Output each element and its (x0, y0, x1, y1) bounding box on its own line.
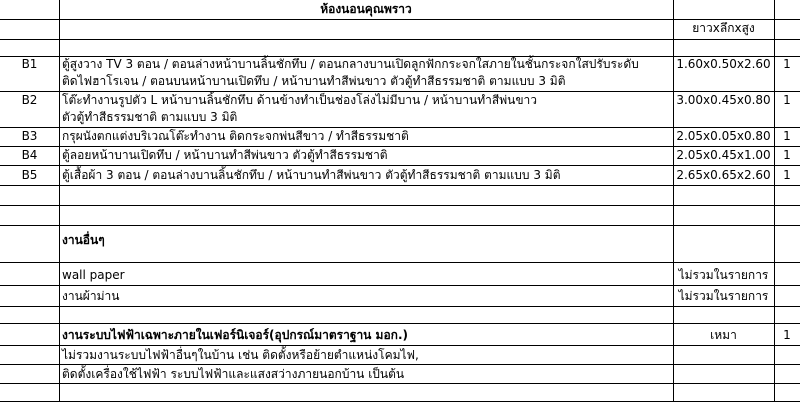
electrical-note-line: ติดตั้งเครื่องใช้ไฟฟ้า ระบบไฟฟ้าและแสงสว่างภายนอกบ้าน เป็นต้น (62, 367, 405, 381)
item-qty: 1 (783, 129, 791, 143)
size-column-header: ยาวxลึกxสูง (692, 21, 755, 35)
row-divider (0, 39, 800, 40)
item-qty: 1 (783, 93, 791, 107)
item-size: 2.05x0.45x1.00 (676, 148, 771, 162)
item-code: B5 (21, 168, 38, 182)
item-size: 2.65x0.65x2.60 (676, 168, 771, 182)
item-code: B1 (21, 57, 38, 71)
row-divider (0, 306, 800, 307)
other-item-label: wall paper (62, 268, 125, 282)
row-divider (0, 225, 800, 226)
row-divider (0, 185, 800, 186)
item-description-line: ตู้เสื้อผ้า 3 ตอน / ตอนล่างบานลิ้นชักทึบ / หน้าบานทำสีพ่นขาว ตัวตู้ทำสีธรรมชาติ ตามแบบ 3 มิติ (62, 168, 561, 182)
item-description-line: โต๊ะทำงานรูปตัว L หน้าบานลิ้นชักทึบ ด้านข้างทำเป็นช่องโล่งไม่มีบาน / หน้าบานทำสีพ่นขาว (62, 93, 537, 107)
row-divider (0, 285, 800, 286)
row-divider (0, 165, 800, 166)
other-item-note: ไม่รวมในรายการ (678, 289, 769, 303)
item-size: 1.60x0.50x2.60 (676, 57, 771, 71)
item-qty: 1 (783, 168, 791, 182)
item-description-line: ตู้สูงวาง TV 3 ตอน / ตอนล่างหน้าบานลิ้นชักทึบ / ตอนกลางบานเปิดลูกฟักกระจกใสภายในชั้นกระจกใสปรับระดับ (62, 57, 639, 71)
row-divider (0, 364, 800, 365)
item-description-line: ตัวตู้ทำสีธรรมชาติ ตามแบบ 3 มิติ (62, 110, 238, 124)
item-code: B2 (21, 93, 38, 107)
item-code: B3 (21, 129, 38, 143)
electrical-note-line: ไม่รวมงานระบบไฟฟ้าอื่นๆในบ้าน เช่น ติดตั้งหรือย้ายตำแหน่งโคมไฟ, (62, 348, 419, 362)
item-size: 3.00x0.45x0.80 (676, 93, 771, 107)
row-divider (0, 345, 800, 346)
electrical-qty: 1 (783, 328, 791, 342)
row-divider (0, 383, 800, 384)
electrical-unit: เหมา (710, 328, 737, 342)
page-title: ห้องนอนคุณพราว (320, 2, 412, 16)
other-item-label: งานผ้าม่าน (62, 289, 120, 303)
item-qty: 1 (783, 148, 791, 162)
column-divider (59, 0, 60, 402)
row-divider (0, 323, 800, 324)
item-description-line: กรุผนังตกแต่งบริเวณโต๊ะทำงาน ติดกระจกพ่นสีขาว / ทำสีธรรมชาติ (62, 129, 409, 143)
item-description-line: ตู้ลอยหน้าบานเปิดทึบ / หน้าบานทำสีพ่นขาว ตัวตู้ทำสีธรรมชาติ (62, 148, 388, 162)
item-size: 2.05x0.05x0.80 (676, 129, 771, 143)
item-qty: 1 (783, 57, 791, 71)
item-description-line: ติดไฟฮาโรเจน / ตอนบนหน้าบานเปิดทึบ / หน้าบานทำสีพ่นขาว ตัวตู้ทำสีธรรมชาติ ตามแบบ 3 มิติ (62, 74, 566, 88)
section-heading: งานระบบไฟฟ้าเฉพาะภายในเฟอร์นิเจอร์(อุปกรณ์มาตราฐาน มอก.) (62, 328, 408, 342)
row-divider (0, 205, 800, 206)
other-item-note: ไม่รวมในรายการ (678, 268, 769, 282)
item-code: B4 (21, 148, 38, 162)
row-divider (0, 262, 800, 263)
section-heading: งานอื่นๆ (62, 233, 105, 247)
